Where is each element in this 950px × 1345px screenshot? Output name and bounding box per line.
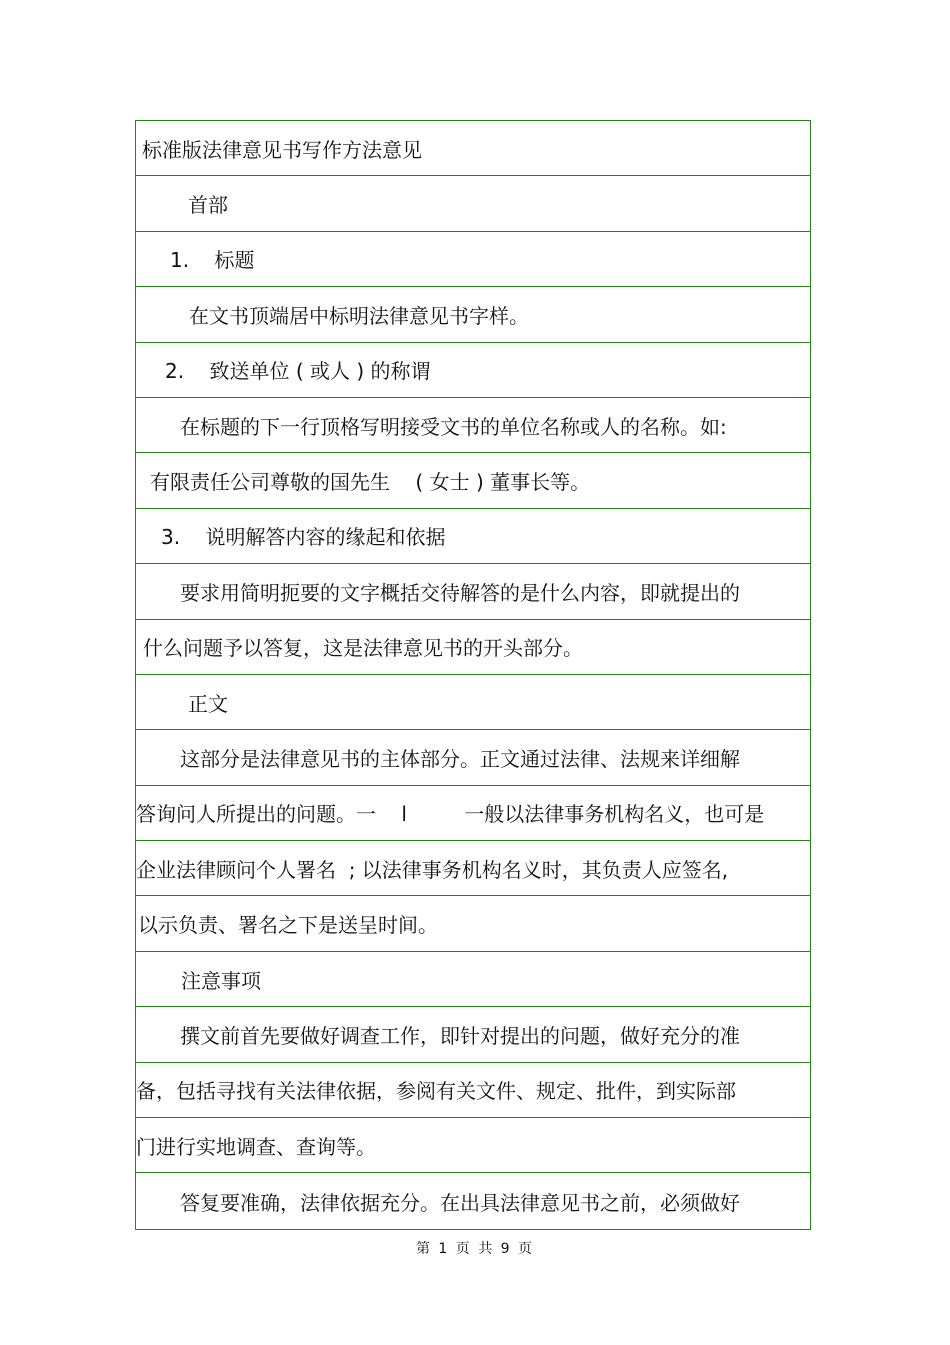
numbered-heading: 1. 标题 [170, 248, 255, 273]
paragraph-text: 答复要准确，法律依据充分。在出具法律意见书之前，必须做好 [180, 1190, 740, 1215]
section-heading-row [136, 952, 810, 1007]
numbered-heading: 2. 致送单位 ( 或人 ) 的称谓 [165, 359, 431, 384]
text-row [136, 786, 810, 841]
paragraph-text: 答询问人所提出的问题。一 l 一般以法律事务机构名义，也可是 [136, 802, 765, 827]
numbered-heading-row [136, 232, 810, 287]
paragraph-text: 备，包括寻找有关法律依据，参阅有关文件、规定、批件，到实际部 [136, 1079, 736, 1104]
paragraph-text: 门进行实地调查、查询等。 [136, 1134, 376, 1159]
paragraph-text: 企业法律顾问个人署名 ; 以法律事务机构名义时，其负责人应签名, [136, 857, 729, 882]
text-row [136, 896, 810, 951]
text-row [136, 730, 810, 785]
paragraph-text: 要求用简明扼要的文字概括交待解答的是什么内容，即就提出的 [180, 580, 740, 605]
section-heading-row [136, 176, 810, 231]
paragraph-text: 在文书顶端居中标明法律意见书字样。 [189, 303, 529, 328]
text-row [136, 1007, 810, 1062]
text-row [136, 620, 810, 675]
text-row [136, 1118, 810, 1173]
text-row [136, 453, 810, 508]
section-heading: 首部 [188, 193, 228, 218]
section-heading: 正文 [188, 691, 228, 716]
section-heading-row [136, 675, 810, 730]
text-row [136, 1173, 810, 1228]
page-number-footer: 第 1 页 共 9 页 [415, 1241, 535, 1257]
numbered-heading: 3. 说明解答内容的缘起和依据 [161, 525, 446, 550]
paragraph-text: 什么问题予以答复，这是法律意见书的开头部分。 [143, 636, 583, 661]
document-title-row [136, 121, 810, 176]
text-row [136, 287, 810, 342]
section-heading: 注意事项 [181, 968, 261, 993]
text-row [136, 841, 810, 896]
paragraph-text: 撰文前首先要做好调查工作，即针对提出的问题，做好充分的准 [180, 1023, 740, 1048]
text-row [136, 564, 810, 619]
text-row [136, 1063, 810, 1118]
paragraph-text: 以示负责、署名之下是送呈时间。 [138, 913, 438, 938]
paragraph-text: 有限责任公司尊敬的国先生 ( 女士 ) 董事长等。 [150, 470, 591, 495]
text-row [136, 398, 810, 453]
numbered-heading-row [136, 343, 810, 398]
numbered-heading-row [136, 509, 810, 564]
document-title: 标准版法律意见书写作方法意见 [142, 137, 422, 162]
document-table [135, 120, 811, 1230]
paragraph-text: 这部分是法律意见书的主体部分。正文通过法律、法规来详细解 [180, 746, 740, 771]
paragraph-text: 在标题的下一行顶格写明接受文书的单位名称或人的名称。如: [180, 414, 727, 439]
